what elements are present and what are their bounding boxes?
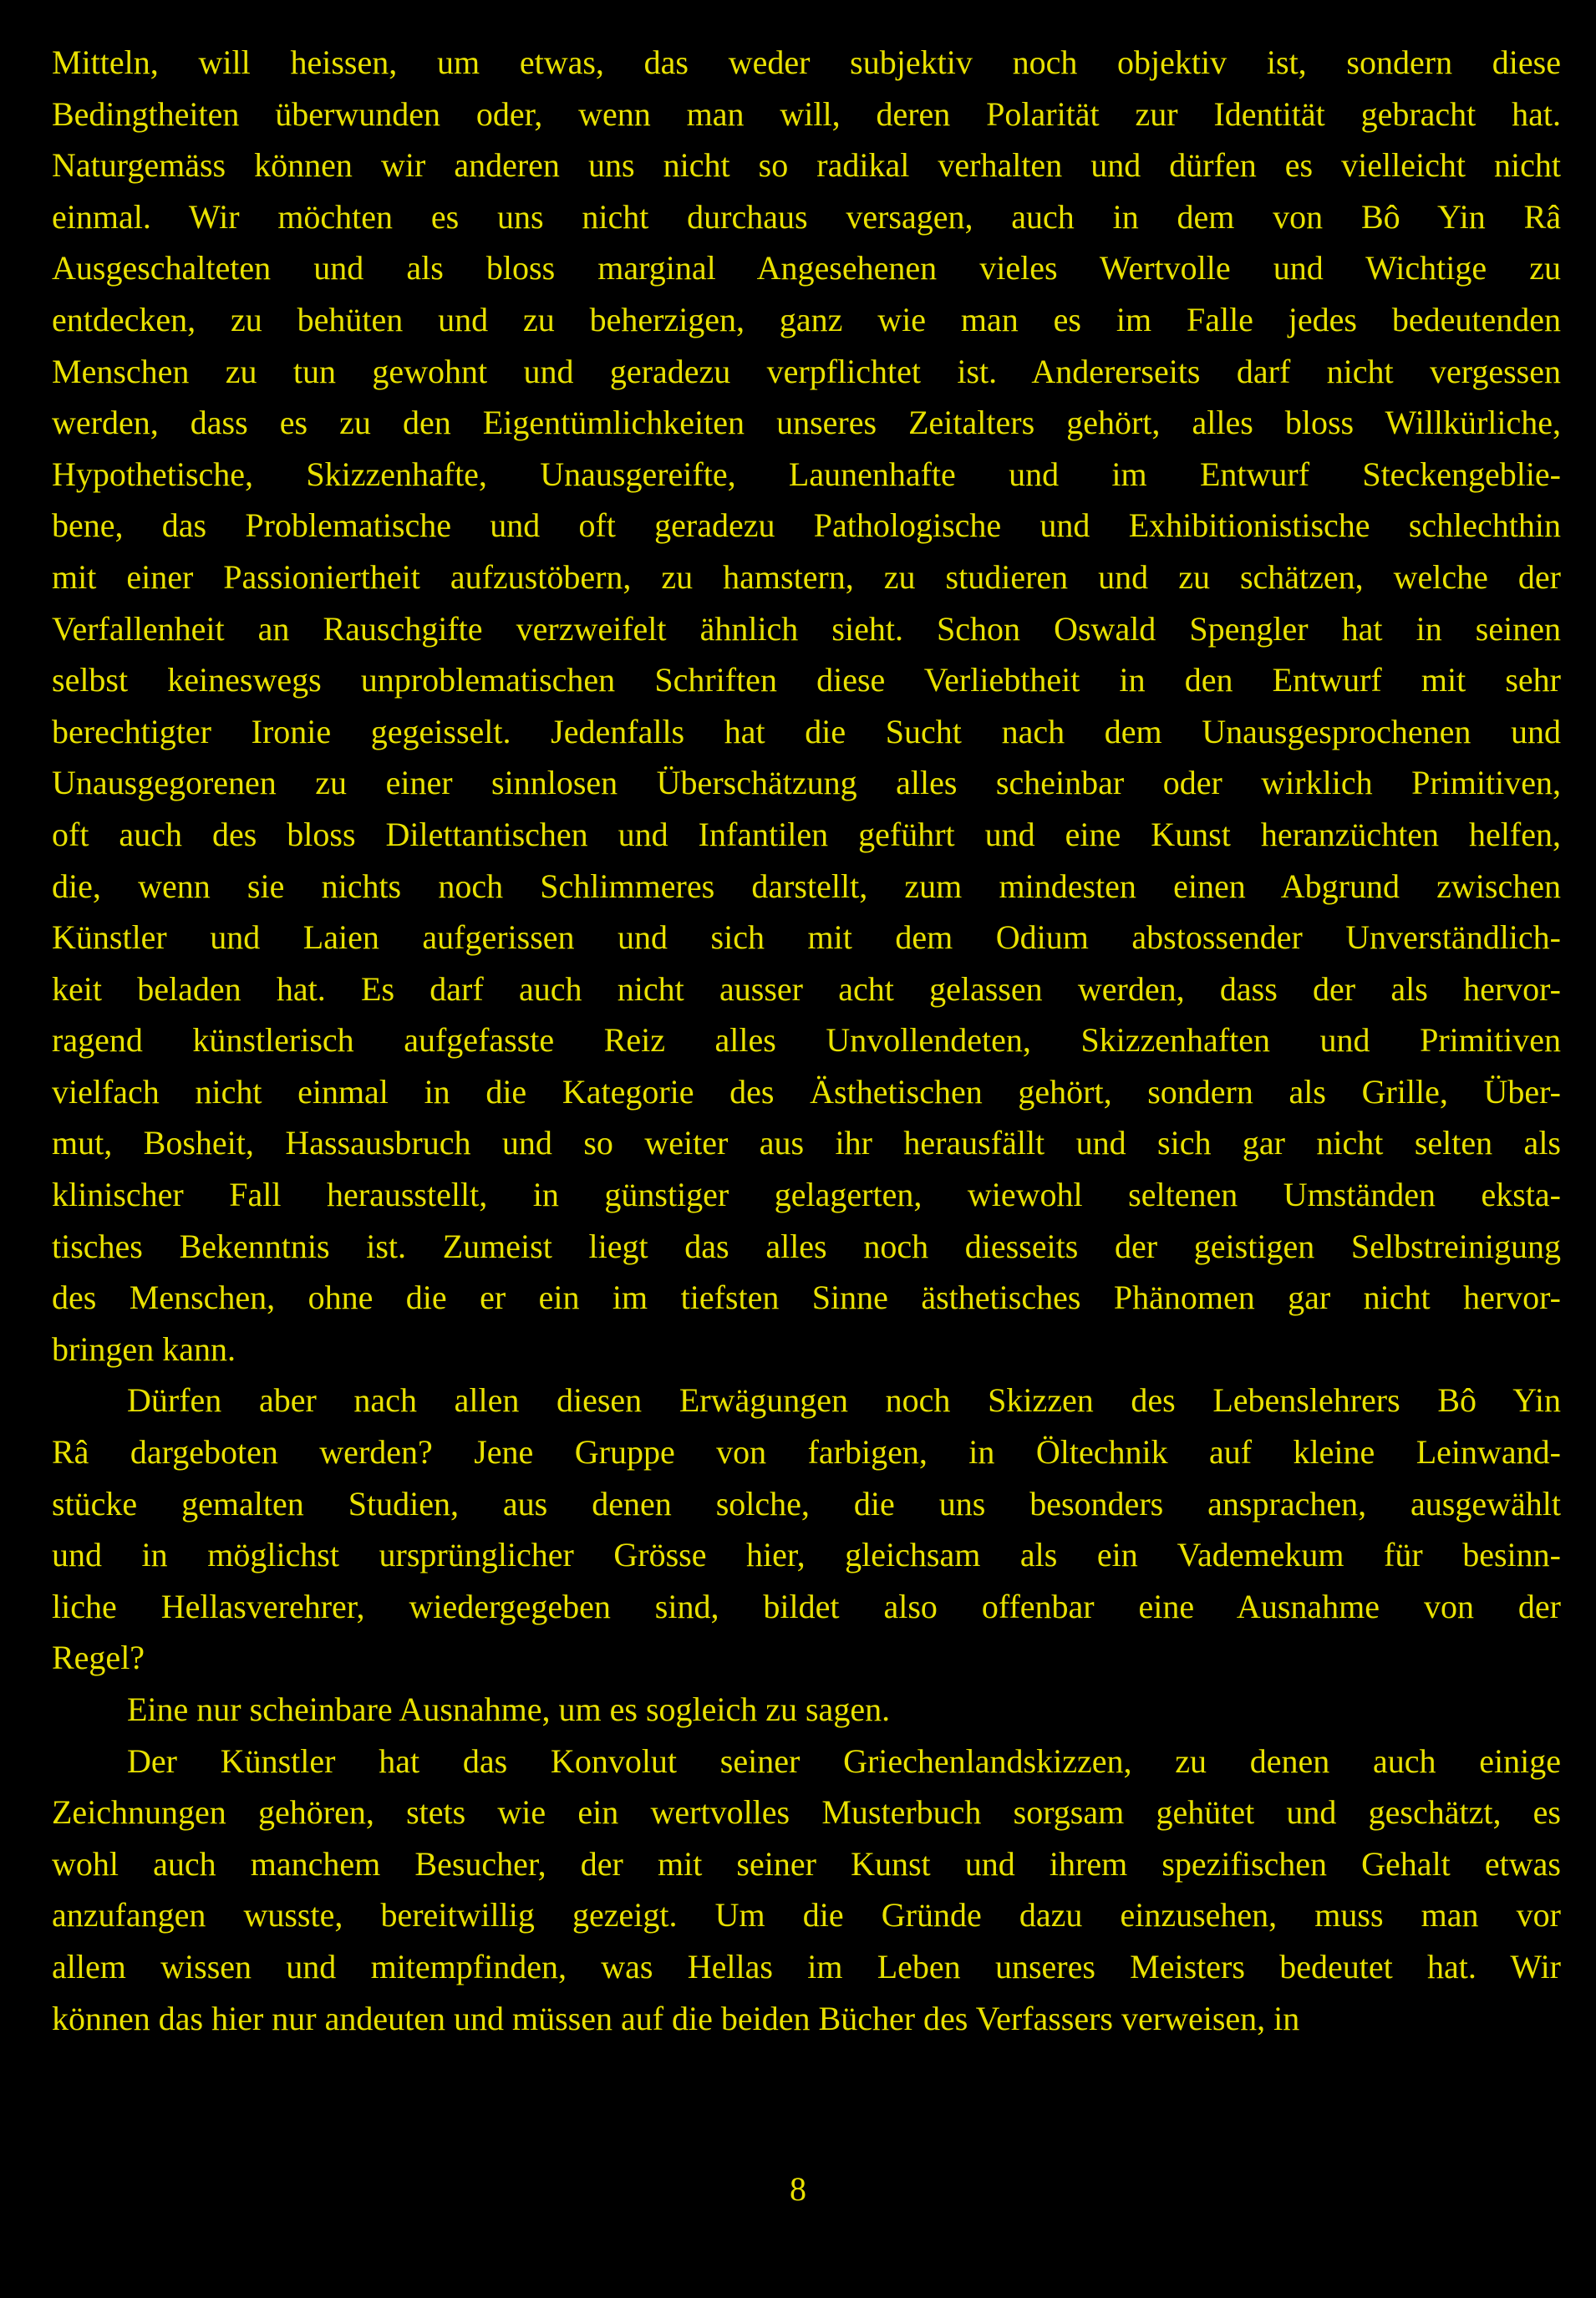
text-line: berechtigter Ironie gegeisselt. Jedenfalls hat die Sucht nach dem Unausgesprochenen und <box>52 712 1561 750</box>
text-line: einmal. Wir möchten es uns nicht durchaus versagen, auch in dem von Bô Yin Râ <box>52 197 1561 236</box>
text-line: wohl auch manchem Besucher, der mit seiner Kunst und ihrem spezifischen Gehalt etwas <box>52 1844 1561 1883</box>
text-line: klinischer Fall herausstellt, in günstiger gelagerten, wiewohl seltenen Umständen ekstа- <box>52 1176 1561 1214</box>
text-line: Bedingtheiten überwunden oder, wenn man will, deren Polarität zur Identität gebracht hat. <box>52 94 1561 133</box>
text-line: allem wissen und mitempfinden, was Hellas im Leben unseres Meisters bedeutet hat. Wir <box>52 1947 1561 1985</box>
text-line: liche Hellasverehrer, wiedergegeben sind, bildet also offenbar eine Ausnahme von der <box>52 1587 1561 1625</box>
text-line: Ausgeschalteten und als bloss marginal Angesehenen vieles Wertvolle und Wichtige zu <box>52 249 1561 287</box>
text-line: können das hier nur andeuten und müssen auf die beiden Bücher des Verfassers verweisen, in <box>52 1999 1300 2037</box>
text-line: Dürfen aber nach allen diesen Erwägungen noch Skizzen des Lebenslehrers Bô Yin <box>127 1381 1561 1420</box>
text-line: die, wenn sie nichts noch Schlimmeres darstellt, zum mindesten einen Abgrund zwischen <box>52 867 1561 905</box>
text-line: keit beladen hat. Es darf auch nicht ausser acht gelassen werden, dass der als hervor- <box>52 969 1561 1008</box>
text-line: mut, Bosheit, Hassausbruch und so weiter aus ihr herausfällt und sich gar nicht selten als <box>52 1124 1561 1162</box>
text-line: Naturgemäss können wir anderen uns nicht so radikal verhalten und dürfen es vielleicht nicht <box>52 146 1561 185</box>
text-line: Mitteln, will heissen, um etwas, das weder subjektiv noch objektiv ist, sondern diese <box>52 43 1561 81</box>
text-line: oft auch des bloss Dilettantischen und Infantilen geführt und eine Kunst heranzüchten helfen, <box>52 815 1561 853</box>
paragraph <box>52 1375 1561 1684</box>
text-line: ragend künstlerisch aufgefasste Reiz alles Unvollendeten, Skizzenhaften und Primitiven <box>52 1021 1561 1060</box>
text-line: selbst keineswegs unproblematischen Schriften diese Verliebtheit in den Entwurf mit sehr <box>52 661 1561 699</box>
text-line: mit einer Passioniertheit aufzustöbern, zu hamstern, zu studieren und zu schätzen, welche der <box>52 557 1561 596</box>
text-line: Regel? <box>52 1639 145 1677</box>
text-line: werden, dass es zu den Eigentümlichkeiten unseres Zeitalters gehört, alles bloss Willkürliche, <box>52 404 1561 442</box>
text-line: Der Künstler hat das Konvolut seiner Griechenlandskizzen, zu denen auch einige <box>127 1741 1561 1780</box>
text-line: Râ dargeboten werden? Jene Gruppe von farbigen, in Öltechnik auf kleine Leinwand- <box>52 1433 1561 1472</box>
paragraph <box>52 37 1561 1375</box>
paragraph <box>52 1684 1561 1736</box>
text-line: anzufangen wusste, bereitwillig gezeigt. Um die Gründe dazu einzusehen, muss man vor <box>52 1896 1561 1934</box>
text-line: bene, das Problematische und oft geradezu Pathologische und Exhibitionistische schlechthin <box>52 506 1561 545</box>
text-line: Unausgegorenen zu einer sinnlosen Überschätzung alles scheinbar oder wirklich Primitiven, <box>52 764 1561 802</box>
text-line: Menschen zu tun gewohnt und geradezu verpflichtet ist. Andererseits darf nicht vergessen <box>52 352 1561 390</box>
text-line: des Menschen, ohne die er ein im tiefsten Sinne ästhetisches Phänomen gar nicht hervor- <box>52 1279 1561 1317</box>
text-line: bringen kann. <box>52 1329 236 1368</box>
text-line: tisches Bekenntnis ist. Zumeist liegt das alles noch diesseits der geistigen Selbstreinigung <box>52 1227 1561 1265</box>
text-line: und in möglichst ursprünglicher Grösse hier, gleichsam als ein Vademekum für besinn- <box>52 1536 1561 1574</box>
text-line: Eine nur scheinbare Ausnahme, um es sogleich zu sagen. <box>127 1690 891 1728</box>
text-line: Künstler und Laien aufgerissen und sich mit dem Odium abstossender Unverständlich- <box>52 918 1561 957</box>
text-line: vielfach nicht einmal in die Kategorie des Ästhetischen gehört, sondern als Grille, Über- <box>52 1072 1561 1111</box>
page-number: 8 <box>790 2170 806 2208</box>
paragraph <box>52 1736 1561 2045</box>
text-line: Verfallenheit an Rauschgifte verzweifelt ähnlich sieht. Schon Oswald Spengler hat in seinen <box>52 609 1561 648</box>
text-line: entdecken, zu behüten und zu beherzigen, ganz wie man es im Falle jedes bedeutenden <box>52 300 1561 338</box>
body-text <box>52 37 1561 2044</box>
text-line: Zeichnungen gehören, stets wie ein wertvolles Musterbuch sorgsam gehütet und geschätzt, es <box>52 1793 1561 1832</box>
text-line: Hypothetische, Skizzenhafte, Unausgereifte, Launenhafte und im Entwurf Steckengeblie- <box>52 455 1561 493</box>
text-line: stücke gemalten Studien, aus denen solche, die uns besonders ansprachen, ausgewählt <box>52 1484 1561 1523</box>
